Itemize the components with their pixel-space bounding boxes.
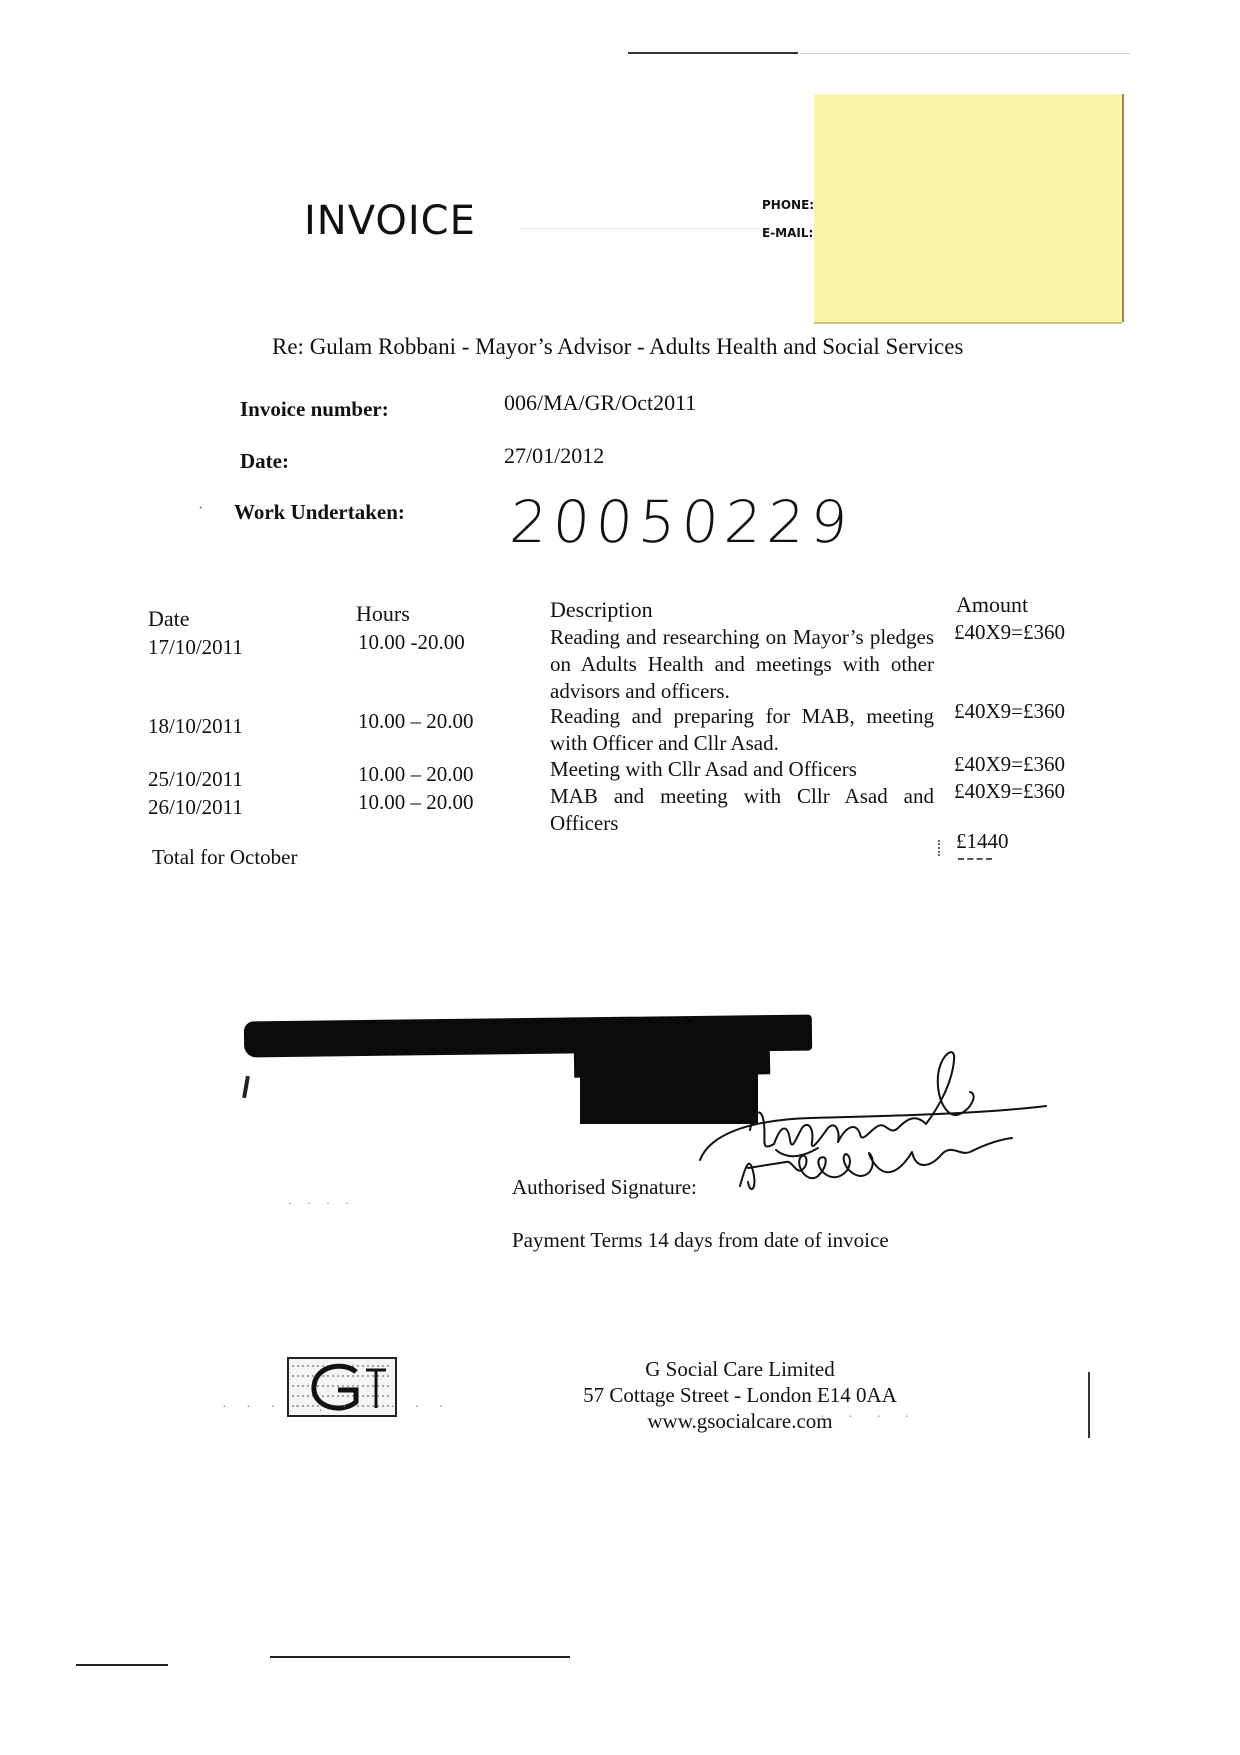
phone-label: PHONE: [762, 198, 815, 212]
work-undertaken-label: Work Undertaken: [234, 500, 405, 524]
invoice-number-value: 006/MA/GR/Oct2011 [504, 390, 697, 415]
scan-edge-mark [1088, 1372, 1090, 1438]
row-amount: £40X9=£360 [954, 779, 1066, 803]
invoice-title: INVOICE [304, 198, 476, 244]
row-amount: £40X9=£360 [954, 699, 1066, 723]
row-hours: 10.00 -20.00 [358, 630, 465, 654]
row-date: 17/10/2011 [148, 635, 243, 659]
reference-line: Re: Gulam Robbani - Mayor’s Advisor - Adults Health and Social Services [272, 334, 964, 359]
company-name: G Social Care Limited [645, 1357, 835, 1381]
row-hours: 10.00 – 20.00 [358, 709, 474, 733]
scan-speckle: · · · · [288, 1196, 355, 1210]
company-address: 57 Cottage Street - London E14 0AA [583, 1383, 897, 1407]
company-website: www.gsocialcare.com [647, 1409, 833, 1433]
total-value: £1440 [956, 829, 1009, 853]
scan-tick [938, 840, 942, 856]
row-amount: £40X9=£360 [954, 752, 1066, 776]
column-header-description: Description [550, 597, 653, 622]
row-amount: £40X9=£360 [954, 620, 1066, 644]
column-header-date: Date [148, 606, 190, 631]
sticky-note-redaction [814, 94, 1124, 322]
row-description: Reading and preparing for MAB, meeting with Officer and Cllr Asad. [550, 704, 934, 755]
email-label: E-MAIL: [762, 226, 814, 240]
scan-dot: · [198, 500, 204, 517]
row-date: 25/10/2011 [148, 767, 243, 791]
column-header-amount: Amount [956, 592, 1029, 617]
date-label: Date: [240, 449, 289, 473]
handwritten-signature [690, 1044, 1080, 1204]
sticky-note-shadow [814, 322, 1122, 324]
row-description: MAB and meeting with Cllr Asad and Officers [550, 784, 934, 835]
scan-top-rule-faint [800, 53, 1130, 54]
payment-terms: Payment Terms 14 days from date of invoice [512, 1228, 889, 1252]
row-hours: 10.00 – 20.00 [358, 762, 474, 786]
date-value: 27/01/2012 [504, 443, 605, 468]
row-description: Meeting with Cllr Asad and Officers [550, 757, 857, 781]
total-label: Total for October [152, 845, 298, 869]
scan-top-rule [628, 52, 798, 54]
scan-bottom-rule [76, 1664, 168, 1666]
column-header-hours: Hours [356, 601, 410, 626]
row-description: Reading and researching on Mayor’s pledges on Adults Health and meetings with other advisors and officers. [550, 625, 934, 703]
contact-divider [520, 228, 760, 229]
invoice-number-label: Invoice number: [240, 397, 389, 421]
scan-bottom-rule [270, 1656, 570, 1658]
row-date: 26/10/2011 [148, 795, 243, 819]
handwritten-code: 20050229 [507, 488, 856, 556]
total-underline [958, 858, 992, 860]
row-date: 18/10/2011 [148, 714, 243, 738]
scan-speckle: · · · · [820, 1410, 920, 1425]
row-hours: 10.00 – 20.00 [358, 790, 474, 814]
redaction-mark [242, 1076, 250, 1098]
signature-label: Authorised Signature: [512, 1175, 697, 1199]
scan-speckle: · · · · : · · · · · [222, 1400, 452, 1415]
